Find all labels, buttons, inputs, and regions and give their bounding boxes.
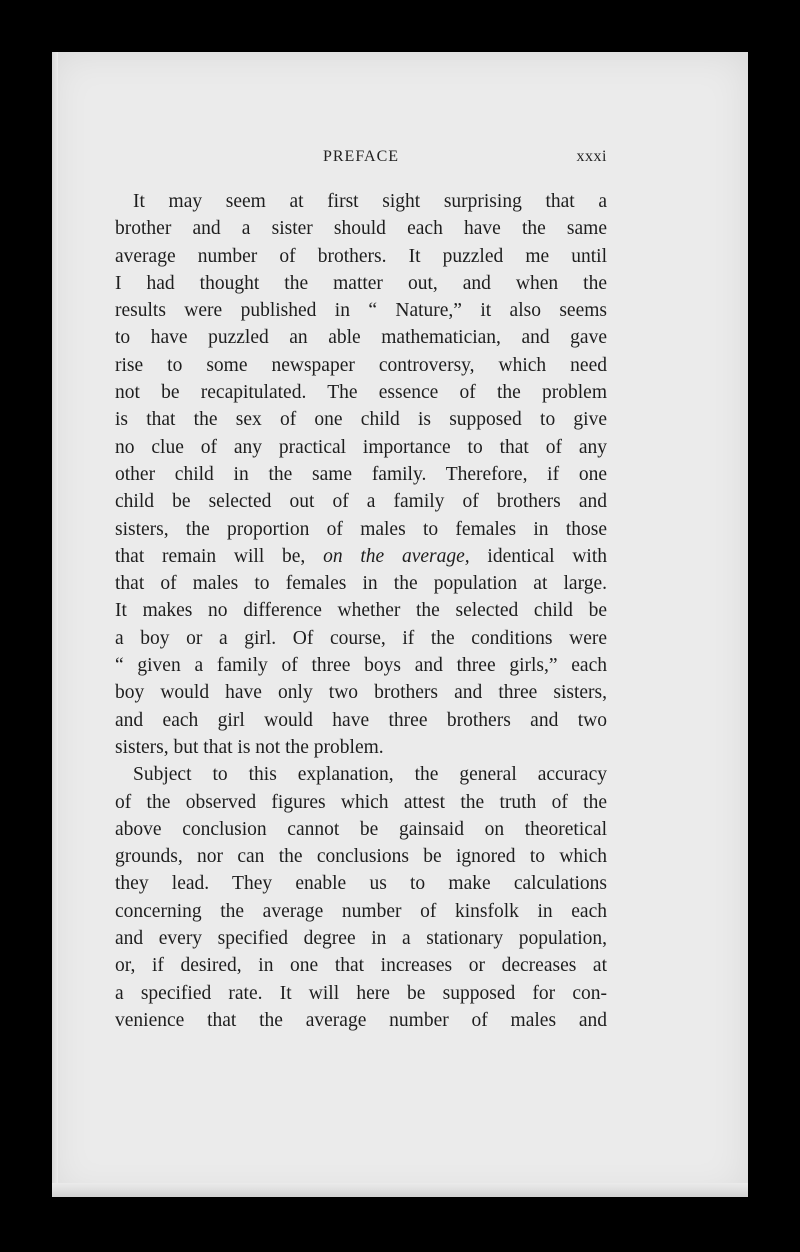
text-line: venience that the average number of males and bbox=[115, 1009, 607, 1031]
text-line: grounds, nor can the conclusions be ignored to which bbox=[115, 846, 607, 868]
text-line: brother and a sister should each have the same bbox=[115, 218, 607, 240]
text-line: above conclusion cannot be gainsaid on theoretical bbox=[115, 818, 607, 840]
body-text bbox=[115, 188, 607, 1034]
text-line: boy would have only two brothers and three sisters, bbox=[115, 682, 607, 704]
text-line: that of males to females in the population at large. bbox=[115, 573, 607, 595]
text-line: not be recapitulated. The essence of the problem bbox=[115, 382, 607, 404]
text-line: It may seem at first sight surprising that a bbox=[133, 191, 607, 212]
text-line: results were published in “ Nature,” it also seems bbox=[115, 300, 607, 322]
text-line: I had thought the matter out, and when the bbox=[115, 272, 607, 294]
page-edge-bottom bbox=[52, 1183, 748, 1197]
text-line: or, if desired, in one that increases or decreases at bbox=[115, 955, 607, 977]
page-number: xxxi bbox=[576, 148, 607, 165]
text-line: sisters, the proportion of males to females in those bbox=[115, 518, 607, 540]
text-line: no clue of any practical importance to that of any bbox=[115, 436, 607, 458]
italic-phrase: on the average, bbox=[323, 545, 470, 567]
text-line: other child in the same family. Therefore, if one bbox=[115, 463, 607, 485]
text-line: of the observed figures which attest the truth of the bbox=[115, 791, 607, 813]
text-line: child be selected out of a family of brothers and bbox=[115, 491, 607, 513]
text-line: rise to some newspaper controversy, which need bbox=[115, 354, 607, 376]
text-line: and each girl would have three brothers and two bbox=[115, 709, 607, 731]
text-line: a specified rate. It will here be supposed for con- bbox=[115, 982, 607, 1004]
running-head bbox=[115, 148, 607, 172]
page-edge-left bbox=[52, 52, 58, 1197]
text-fragment: identical with bbox=[469, 545, 607, 567]
text-line: concerning the average number of kinsfolk in each bbox=[115, 900, 607, 922]
text-line: a boy or a girl. Of course, if the conditions were bbox=[115, 627, 607, 649]
text-line: they lead. They enable us to make calculations bbox=[115, 873, 607, 895]
text-line: to have puzzled an able mathematician, and gave bbox=[115, 327, 607, 349]
text-line: “ given a family of three boys and three girls,” each bbox=[115, 655, 607, 677]
text-line: is that the sex of one child is supposed to give bbox=[115, 409, 607, 431]
text-line: average number of brothers. It puzzled me until bbox=[115, 245, 607, 267]
text-line: Subject to this explanation, the general accuracy bbox=[133, 764, 607, 786]
running-head-title: PREFACE bbox=[322, 148, 400, 165]
book-page bbox=[52, 52, 748, 1197]
text-line-with-emphasis bbox=[115, 543, 607, 570]
text-line: It makes no difference whether the selected child be bbox=[115, 600, 607, 622]
text-fragment: that remain will be, bbox=[115, 545, 324, 567]
text-line: and every specified degree in a stationary population, bbox=[115, 928, 607, 950]
text-line: sisters, but that is not the problem. bbox=[115, 736, 384, 758]
